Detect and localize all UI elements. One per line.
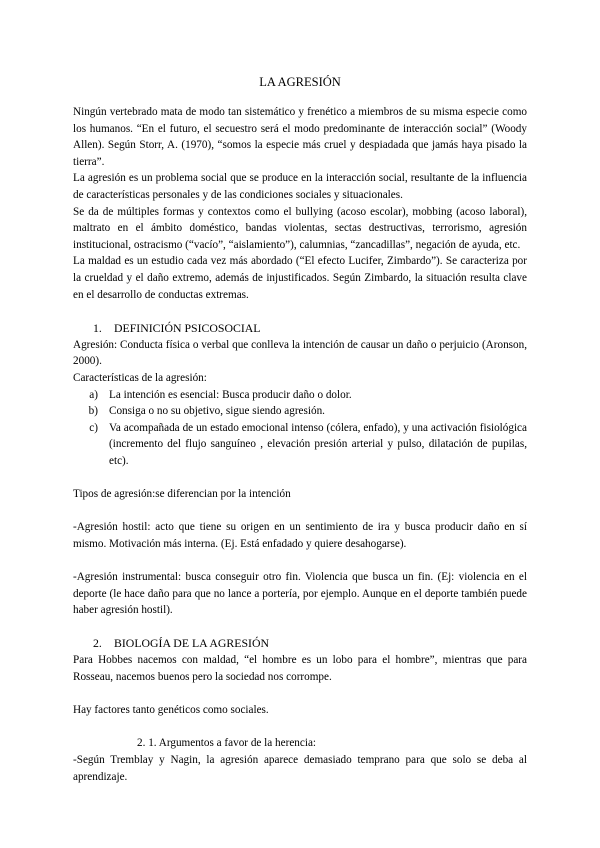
list-item	[73, 387, 527, 404]
section-2-number: 2.	[93, 636, 102, 651]
spacer	[73, 303, 527, 320]
hobbes-paragraph: Para Hobbes nacemos con maldad, “el hombre es un lobo para el hombre”, mientras que para Rosseau, nacemos buenos pero la sociedad nos corrompe.	[73, 654, 527, 683]
list-item	[73, 420, 527, 470]
list-item-text: La intención es esencial: Busca producir daño o dolor.	[109, 388, 352, 401]
list-item	[73, 403, 527, 420]
section-1-heading	[73, 320, 527, 337]
spacer	[73, 686, 527, 703]
intro-paragraph-4: La maldad es un estudio cada vez más abordado (“El efecto Lucifer, Zimbardo”). Se caracteriza por la crueldad y el daño extremo, además de injustificados. Según Zimbardo, la situación resulta clave en el desarrollo de conductas extremas.	[73, 255, 527, 301]
list-marker: a)	[89, 388, 98, 401]
document-body	[73, 104, 527, 785]
factors-paragraph: Hay factores tanto genéticos como sociales.	[73, 704, 269, 717]
list-item-text: Consiga o no su objetivo, sigue siendo agresión.	[109, 405, 325, 418]
section-2-heading	[73, 635, 527, 652]
instrumental-aggression: -Agresión instrumental: busca conseguir otro fin. Violencia que busca un fin. (Ej: violencia en el deporte (le hace daño para que no lance a portería, por ejemplo. Aunque en el deporte también puede haber agresión hostil).	[73, 571, 527, 617]
hostile-aggression: -Agresión hostil: acto que tiene su origen en un sentimiento de ira y busca producir daño en sí mismo. Motivación más interna. (Ej. Está enfadado y quiere desahogarse).	[73, 521, 527, 550]
list-marker: b)	[88, 405, 98, 418]
intro-paragraph-3: Se da de múltiples formas y contextos como el bullying (acoso escolar), mobbing (acoso laboral), maltrato en el ámbito doméstico, bandas violentas, sectas destructivas, terrorismo, agresión institucional, ostracismo (“vacío”, “aislamiento”), calumnias, “zancadillas”, negación de ayuda, etc.	[73, 205, 527, 251]
spacer	[73, 619, 527, 636]
section-2-title: BIOLOGÍA DE LA AGRESIÓN	[114, 636, 269, 651]
spacer	[73, 552, 527, 569]
subsection-2-1-heading: 2. 1. Argumentos a favor de la herencia:	[137, 737, 317, 750]
list-item-text: Va acompañada de un estado emocional intenso (cólera, enfado), y una activación fisiológica (incremento del flujo sanguíneo , elevación presión arterial y pulso, dilatación de pupilas, etc).	[109, 421, 527, 467]
spacer	[73, 719, 527, 736]
intro-paragraph-1: Ningún vertebrado mata de modo tan sistemático y frenético a miembros de su misma especie como los humanos. “En el futuro, el secuestro será el modo predominante de interacción social” (Woody Allen). Según Storr, A. (1970), “somos la especie más cruel y despiadada que jamás haya pisado la tierra”.	[73, 106, 527, 168]
spacer	[73, 469, 527, 486]
tremblay-paragraph: -Según Tremblay y Nagin, la agresión aparece demasiado temprano para que solo se deba al aprendizaje.	[73, 753, 527, 783]
section-1-number: 1.	[93, 320, 102, 335]
characteristics-label: Características de la agresión:	[73, 371, 207, 384]
types-label: Tipos de agresión:se diferencian por la intención	[73, 488, 291, 501]
characteristics-list	[73, 387, 527, 470]
intro-paragraph-2: La agresión es un problema social que se produce en la interacción social, resultante de la influencia de características personales y de las condiciones sociales y situacionales.	[73, 172, 527, 201]
document-title: LA AGRESIÓN	[259, 75, 341, 89]
list-marker: c)	[89, 421, 98, 434]
section-1-title: DEFINICIÓN PSICOSOCIAL	[114, 320, 261, 335]
spacer	[73, 503, 527, 520]
aggression-definition: Agresión: Conducta física o verbal que conlleva la intención de causar un daño o perjuicio (Aronson, 2000).	[73, 338, 527, 368]
